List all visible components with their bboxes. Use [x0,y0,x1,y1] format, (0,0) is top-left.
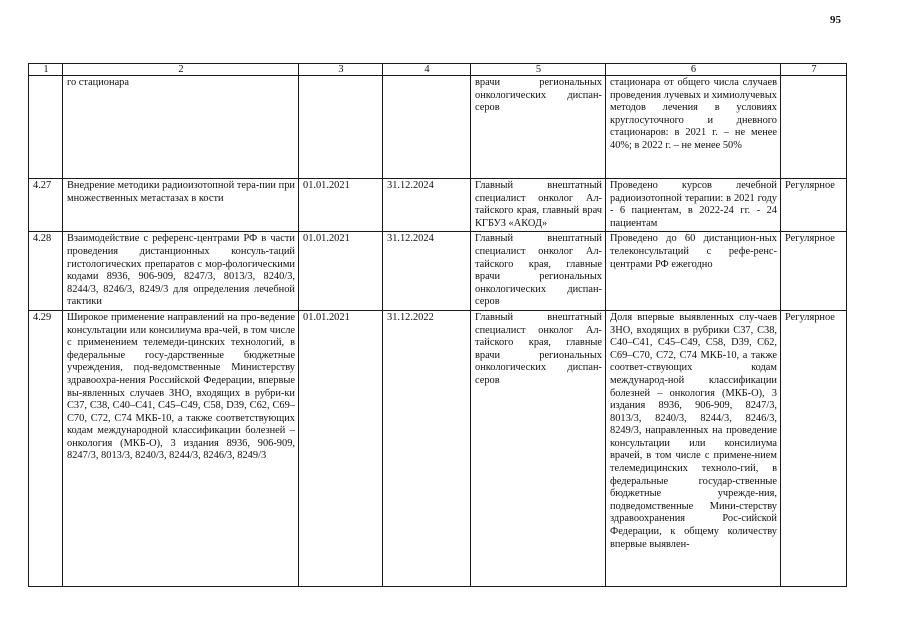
column-header: 2 [63,64,299,76]
activity-cell: го стационара [63,76,299,179]
activity-plan-table [28,63,847,587]
start-date-cell: 01.01.2021 [299,179,383,232]
table-row [29,310,847,586]
result-cell: Проведено курсов лечебной радиоизотопной терапии: в 2021 году - 6 пациентам, в 2022-24 гг. - 24 пациентам [606,179,781,232]
row-number-cell: 4.27 [29,179,63,232]
page-number: 95 [830,14,841,26]
row-number-cell: 4.28 [29,232,63,311]
table-row [29,179,847,232]
start-date-cell: 01.01.2021 [299,310,383,586]
type-cell: Регулярное [781,179,847,232]
header-row [29,64,847,76]
column-header: 4 [383,64,471,76]
type-cell: Регулярное [781,232,847,311]
type-cell [781,76,847,179]
table-row [29,76,847,179]
end-date-cell [383,76,471,179]
activity-cell: Взаимодействие с референс-центрами РФ в части проведения дистанционных консуль-таций гистологических препаратов с мор-фологическими кодами 8936, 906-909, 8247/3, 8013/3, 8240/3, 8244/3, 8246/3, 8249/3 для определения лечебной тактики [63,232,299,311]
table-row [29,232,847,311]
row-number-cell [29,76,63,179]
result-cell: Доля впервые выявленных слу-чаев ЗНО, входящих в рубрики С37, С38, С40–С41, С45–С49, С58, D39, С62, С69–С70, С72, С74 МКБ-10, а также соответ-ствующих кодам международ-ной классификации болезней – онкология (МКБ-О), 3 издания 8936, 906-909, 8247/3, 8013/3, 8240/3, 8244/3, 8246/3, 8249/3, направленных на проведение консультации или консилиума врачей, в том числе с примене-нием телемедицинских техноло-гий, в федеральные государ-ственные бюджетные учрежде-ния, подведомственные Мини-стерству здравоохранения Рос-сийской Федерации, к общему количеству впервые выявлен- [606,310,781,586]
column-header: 7 [781,64,847,76]
result-cell: Проведено до 60 дистанцион-ных телеконсультаций с рефе-ренс-центрами РФ ежегодно [606,232,781,311]
start-date-cell [299,76,383,179]
end-date-cell: 31.12.2022 [383,310,471,586]
result-cell: стационара от общего числа случаев проведения лучевых и химиолучевых методов лечения в условиях круглосуточного и дневного стационаров: в 2021 г. – не менее 40%; в 2022 г. – не менее 50% [606,76,781,179]
column-header: 6 [606,64,781,76]
activity-cell: Внедрение методики радиоизотопной тера-пии при множественных метастазах в кости [63,179,299,232]
column-header: 1 [29,64,63,76]
end-date-cell: 31.12.2024 [383,232,471,311]
activity-cell: Широкое применение направлений на про-ведение консультации или консилиума вра-чей, в том числе с применением телемеди-цинских технологий, в федеральные госу-дарственные бюджетные учреждения, под-ведомственные Министерству здравоохра-нения Российской Федерации, впервые вы-явленных случаев ЗНО, входящих в рубри-ки С37, С38, С40–С41, С45–С49, С58, D39, С62, С69–С70, С72, С74 МКБ-10, а также соответствующих кодам международной классификации болезней – онкология (МКБ-О), 3 издания 8936, 906-909, 8247/3, 8013/3, 8240/3, 8244/3, 8246/3, 8249/3 [63,310,299,586]
column-header: 3 [299,64,383,76]
responsible-cell: Главный внештатный специалист онколог Ал-тайского края, главный врач КГБУЗ «АКОД» [471,179,606,232]
row-number-cell: 4.29 [29,310,63,586]
responsible-cell: врачи региональных онкологических диспан-серов [471,76,606,179]
end-date-cell: 31.12.2024 [383,179,471,232]
start-date-cell: 01.01.2021 [299,232,383,311]
responsible-cell: Главный внештатный специалист онколог Ал-тайского края, главные врачи региональных онкологических диспан-серов [471,310,606,586]
type-cell: Регулярное [781,310,847,586]
responsible-cell: Главный внештатный специалист онколог Ал-тайского края, главные врачи региональных онкологических диспан-серов [471,232,606,311]
column-header: 5 [471,64,606,76]
